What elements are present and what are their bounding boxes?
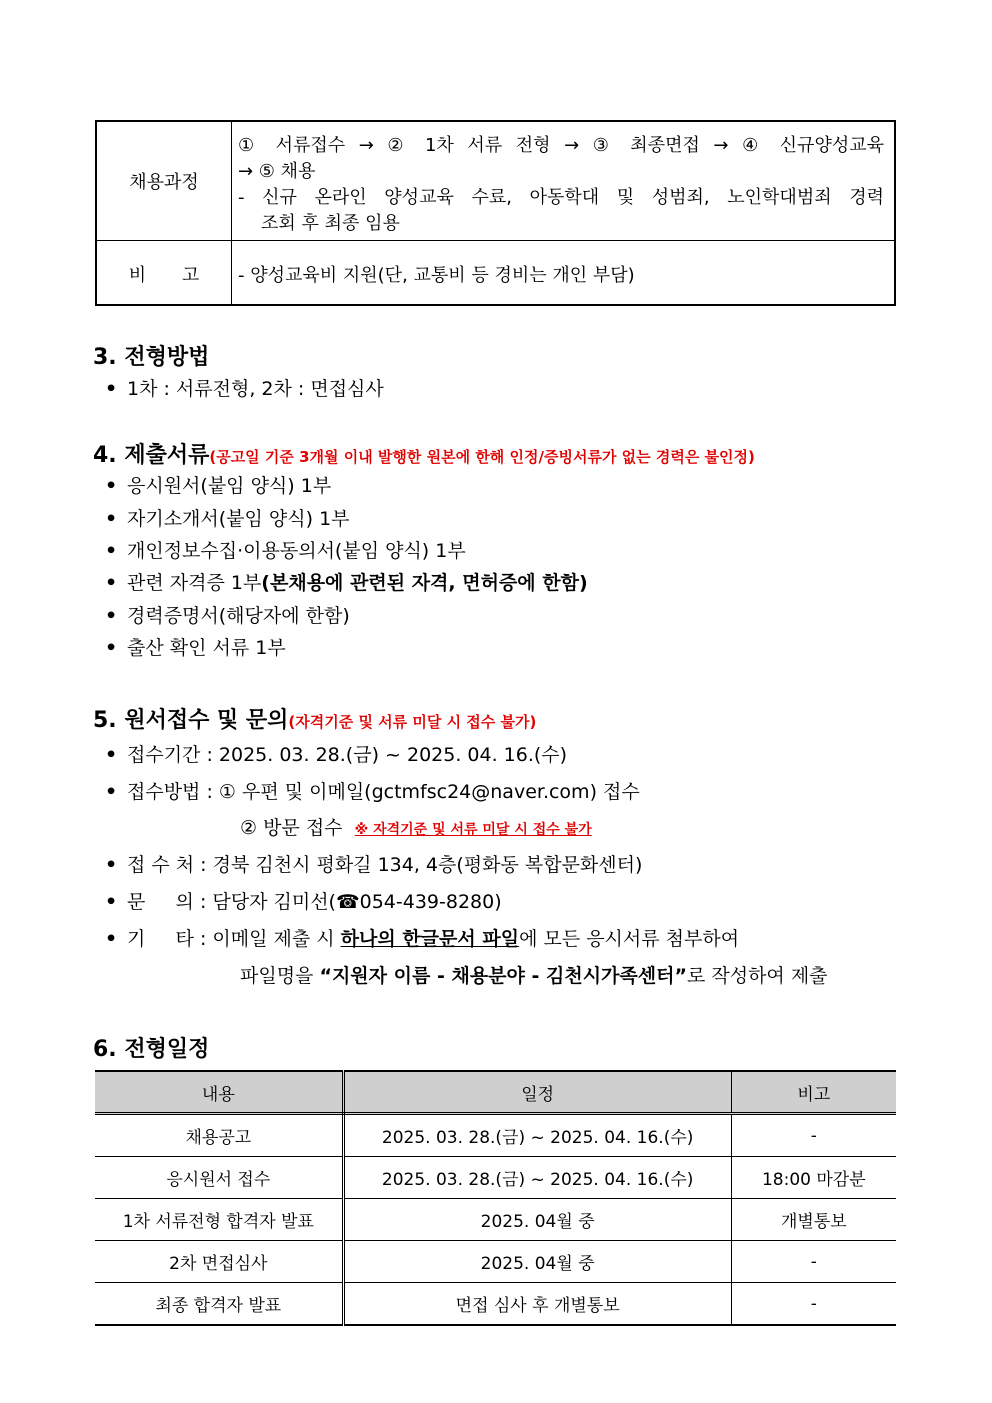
method-note: ※ 자격기준 및 서류 미달 시 접수 불가	[354, 822, 592, 838]
list-item: • 출산 확인 서류 1부	[105, 637, 286, 659]
remarks-line-1: - 양성교육비 지원(단, 교통비 등 경비는 개인 부담)	[238, 265, 635, 286]
table-divider-vertical	[231, 122, 232, 304]
list-item: • 접수방법 : ① 우편 및 이메일(gctmfsc24@naver.com) 접수	[105, 781, 640, 803]
header-remarks: 비 고	[128, 265, 200, 286]
bullet-icon: •	[105, 744, 118, 766]
col-header-remarks: 비고	[731, 1071, 896, 1114]
bullet-icon: •	[105, 540, 118, 562]
header-recruitment-process: 채용과정	[129, 172, 199, 193]
list-item: • 응시원서(붙임 양식) 1부	[105, 475, 332, 497]
table-row: 1차 서류전형 합격자 발표 2025. 04월 중 개별통보	[95, 1199, 896, 1241]
bullet-icon: •	[105, 378, 118, 400]
schedule-table	[95, 1070, 896, 1326]
list-item: • 개인정보수집·이용동의서(붙임 양식) 1부	[105, 540, 466, 562]
table-row: 응시원서 접수 2025. 03. 28.(금) ~ 2025. 04. 16.(수) 18:00 마감분	[95, 1157, 896, 1199]
bullet-icon: •	[105, 854, 118, 876]
table-header-row	[95, 1071, 896, 1114]
list-item: • 1차 : 서류전형, 2차 : 면접심사	[105, 378, 384, 400]
list-item: • 기 타 : 이메일 제출 시 하나의 한글문서 파일에 모든 응시서류 첨부하여	[105, 928, 740, 950]
bullet-icon: •	[105, 781, 118, 803]
process-line-1: ① 서류접수 → ② 1차 서류 전형 → ③ 최종면접 → ④ 신규양성교육	[238, 135, 884, 156]
section-5-title: 5. 원서접수 및 문의(자격기준 및 서류 미달 시 접수 불가)	[93, 708, 537, 733]
recruitment-process-table	[95, 120, 896, 306]
table-divider-horizontal	[97, 240, 894, 241]
section-3-title: 3. 전형방법	[93, 345, 210, 370]
process-line-3: - 신규 온라인 양성교육 수료, 아동학대 및 성범죄, 노인학대범죄 경력	[238, 187, 884, 208]
bullet-icon: •	[105, 475, 118, 497]
bullet-icon: •	[105, 605, 118, 627]
table-row: 최종 합격자 발표 면접 심사 후 개별통보 -	[95, 1283, 896, 1326]
process-line-2: → ⑤ 채용	[238, 161, 316, 182]
process-line-4: 조회 후 최종 임용	[261, 213, 400, 234]
bullet-icon: •	[105, 508, 118, 530]
list-item: • 문 의 : 담당자 김미선(☎054-439-8280)	[105, 891, 502, 913]
list-item: • 자기소개서(붙임 양식) 1부	[105, 508, 350, 530]
section-5-note: (자격기준 및 서류 미달 시 접수 불가)	[288, 713, 537, 731]
section-4-title: 4. 제출서류(공고일 기준 3개월 이내 발행한 원본에 한해 인정/증빙서류가 없는 경력은 불인정)	[93, 443, 755, 468]
bullet-icon: •	[105, 637, 118, 659]
list-item: • 접 수 처 : 경북 김천시 평화길 134, 4층(평화동 복합문화센터)	[105, 854, 643, 876]
table-row: 채용공고 2025. 03. 28.(금) ~ 2025. 04. 16.(수) -	[95, 1114, 896, 1157]
bullet-icon: •	[105, 928, 118, 950]
list-item: • 관련 자격증 1부(본채용에 관련된 자격, 면허증에 한함)	[105, 572, 588, 594]
list-item: • 접수기간 : 2025. 03. 28.(금) ~ 2025. 04. 16.(수)	[105, 744, 568, 766]
table-row: 2차 면접심사 2025. 04월 중 -	[95, 1241, 896, 1283]
col-header-content: 내용	[95, 1071, 343, 1114]
section-6-title: 6. 전형일정	[93, 1037, 210, 1062]
bullet-icon: •	[105, 891, 118, 913]
method-line-2: ② 방문 접수 ※ 자격기준 및 서류 미달 시 접수 불가	[240, 817, 592, 839]
section-4-note: (공고일 기준 3개월 이내 발행한 원본에 한해 인정/증빙서류가 없는 경력은 불인정)	[209, 448, 755, 466]
list-item: • 경력증명서(해당자에 한함)	[105, 605, 350, 627]
col-header-schedule: 일정	[343, 1071, 731, 1114]
bullet-icon: •	[105, 572, 118, 594]
etc-line-2: 파일명을 “지원자 이름 - 채용분야 - 김천시가족센터”로 작성하여 제출	[240, 965, 828, 987]
